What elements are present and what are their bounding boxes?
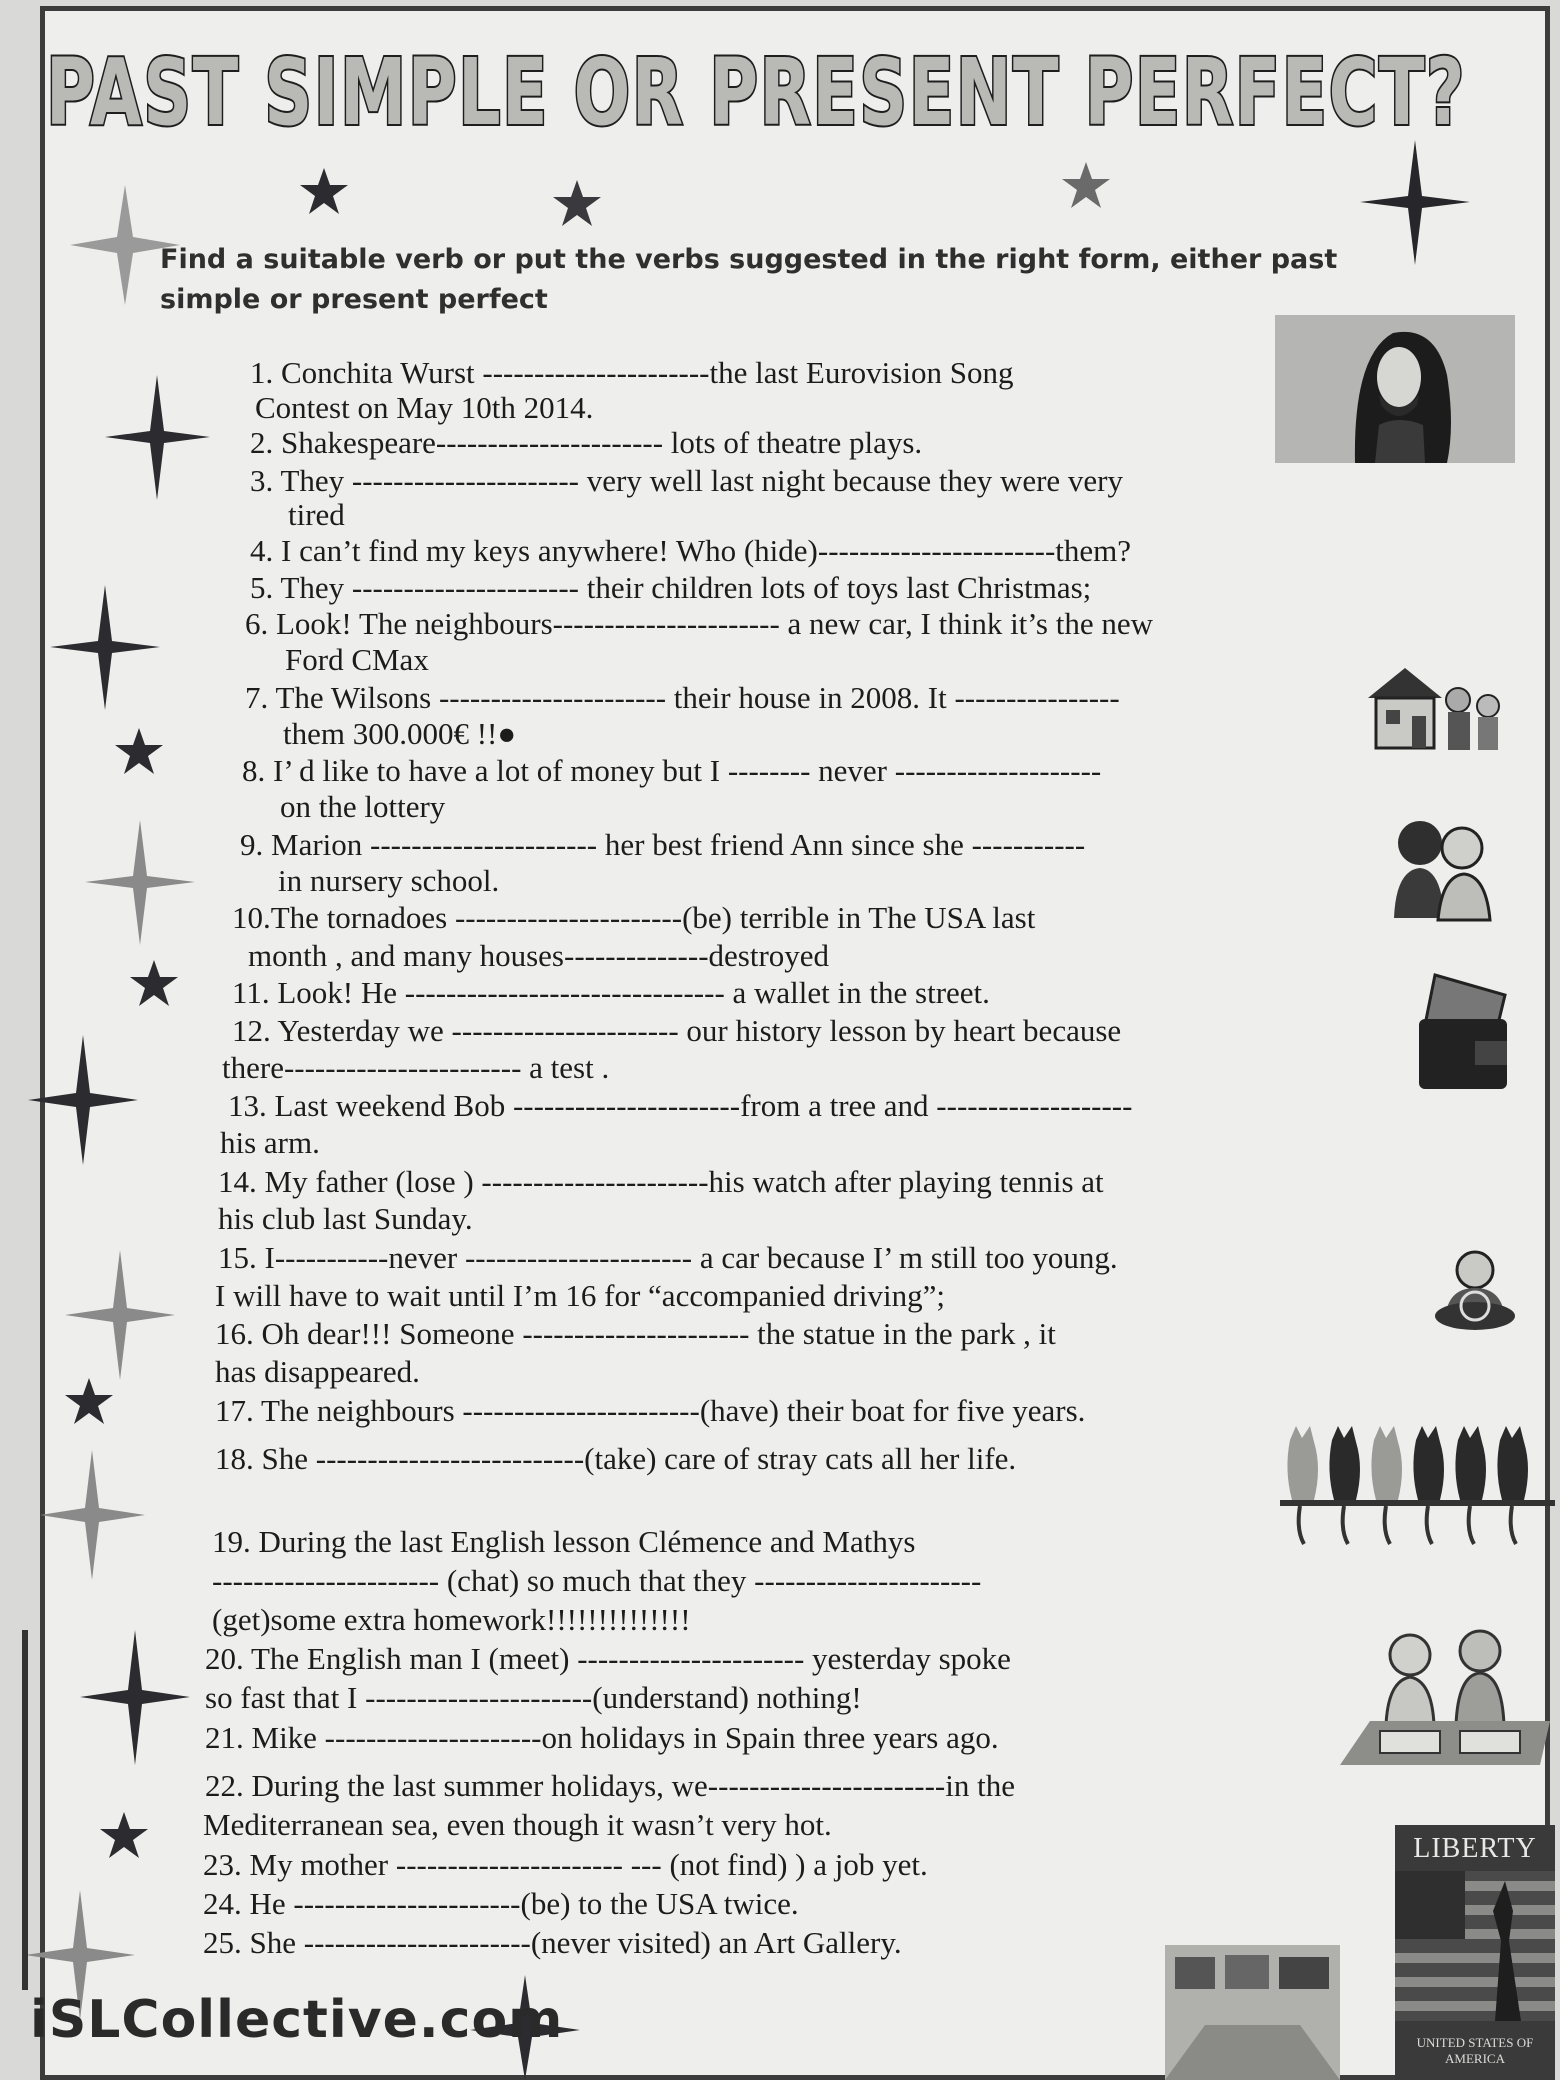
- exercise-line: Ford CMax: [285, 642, 429, 677]
- exercise-line: month , and many houses--------------destroyed: [248, 938, 830, 973]
- exercise-line: tired: [288, 497, 345, 532]
- exercise-line: 1. Conchita Wurst ----------------------the last Eurovision Song: [250, 355, 1014, 390]
- exercise-line: 13. Last weekend Bob ----------------------from a tree and -------------------: [228, 1088, 1133, 1123]
- sparkle-star-icon: [50, 585, 160, 710]
- exercise-line: 16. Oh dear!!! Someone ---------------------- the statue in the park , it: [215, 1316, 1056, 1351]
- exercise-line: 2. Shakespeare---------------------- lots of theatre plays.: [250, 425, 923, 460]
- exercise-line: 22. During the last summer holidays, we-----------------------in the: [205, 1768, 1015, 1803]
- liberty-poster: [1395, 1825, 1555, 2080]
- exercise-line: ---------------------- (chat) so much that they ----------------------: [212, 1563, 982, 1598]
- driver-icon: [1425, 1240, 1525, 1340]
- wallet-icon: [1415, 965, 1515, 1095]
- exercise-line: has disappeared.: [215, 1354, 420, 1389]
- exercise-line: his club last Sunday.: [218, 1201, 473, 1236]
- instructions: Find a suitable verb or put the verbs suggested in the right form, either past simple or present perfect: [160, 244, 1338, 315]
- exercise-line: 20. The English man I (meet) ---------------------- yesterday spoke: [205, 1641, 1011, 1676]
- exercise-line: 7. The Wilsons ---------------------- their house in 2008. It ----------------: [245, 680, 1120, 715]
- worksheet-title: [36, 12, 1476, 162]
- sparkle-star-icon: [80, 1630, 190, 1765]
- cats-on-fence-icon: [1280, 1420, 1555, 1550]
- exercise-line: 9. Marion ---------------------- her best friend Ann since she -----------: [240, 827, 1086, 862]
- title-text: PAST SIMPLE OR PRESENT PERFECT?: [46, 39, 1466, 146]
- star-icon: [300, 168, 348, 214]
- friends-icon: [1380, 808, 1500, 928]
- poster-caption: UNITED STATES OF AMERICA: [1416, 2035, 1534, 2066]
- poster-title: LIBERTY: [1413, 1833, 1537, 1864]
- exercise-line: so fast that I ----------------------(understand) nothing!: [205, 1680, 862, 1715]
- sparkle-star-icon: [28, 1035, 138, 1165]
- exercise-line: his arm.: [220, 1125, 320, 1160]
- exercise-line: 12. Yesterday we ---------------------- our history lesson by heart because: [232, 1013, 1122, 1048]
- singer-photo: [1275, 315, 1515, 463]
- exercise-line: 3. They ---------------------- very well last night because they were very: [250, 463, 1124, 498]
- sparkle-star-icon: [85, 820, 195, 945]
- star-icon: [130, 960, 178, 1006]
- exercise-line: 21. Mike ---------------------on holidays in Spain three years ago.: [205, 1720, 999, 1755]
- exercise-line: on the lottery: [280, 789, 446, 824]
- star-icon: [100, 1812, 148, 1858]
- exercise-line: 10.The tornadoes ----------------------(be) terrible in The USA last: [232, 900, 1036, 935]
- sparkle-star-icon: [1360, 140, 1470, 265]
- family-house-icon: [1360, 658, 1510, 758]
- exercise-line: 15. I-----------never ---------------------- a car because I’ m still too young.: [218, 1240, 1118, 1275]
- star-icon: [1062, 162, 1110, 208]
- exercise-line: (get)some extra homework!!!!!!!!!!!!!!: [212, 1602, 691, 1637]
- exercise-line: 17. The neighbours -----------------------(have) their boat for five years.: [215, 1393, 1086, 1428]
- sparkle-star-icon: [65, 1250, 175, 1380]
- star-icon: [553, 180, 601, 226]
- exercise-line: 19. During the last English lesson Clémence and Mathys: [212, 1524, 916, 1559]
- sparkle-star-icon: [40, 1450, 145, 1580]
- star-icon: [115, 728, 163, 774]
- exercise-line: in nursery school.: [278, 863, 500, 898]
- site-logo[interactable]: iSLCollective.com: [30, 1990, 564, 2050]
- exercise-line: 6. Look! The neighbours---------------------- a new car, I think it’s the new: [245, 606, 1153, 641]
- exercise-line: 14. My father (lose ) ----------------------his watch after playing tennis at: [218, 1164, 1104, 1199]
- exercise-line: 23. My mother ---------------------- --- (not find) ) a job yet.: [203, 1847, 928, 1882]
- students-icon: [1340, 1615, 1550, 1765]
- flag-and-statue-icon: [1395, 1871, 1555, 2021]
- exercise-line: 5. They ---------------------- their children lots of toys last Christmas;: [250, 570, 1092, 605]
- exercise-line: them 300.000€ !!●: [283, 716, 517, 751]
- exercise-line: I will have to wait until I’m 16 for “accompanied driving”;: [215, 1278, 945, 1313]
- sparkle-star-icon: [105, 375, 210, 500]
- exercise-line: 25. She ----------------------(never visited) an Art Gallery.: [203, 1925, 902, 1960]
- exercise-line: Mediterranean sea, even though it wasn’t very hot.: [203, 1807, 832, 1842]
- exercise-line: 11. Look! He ------------------------------- a wallet in the street.: [232, 975, 990, 1010]
- exercise-line: 18. She --------------------------(take) care of stray cats all her life.: [215, 1441, 1017, 1476]
- exercise-line: 8. I’ d like to have a lot of money but I -------- never --------------------: [242, 753, 1102, 788]
- margin-rule: [22, 1630, 28, 1990]
- exercise-line: 4. I can’t find my keys anywhere! Who (hide)-----------------------them?: [250, 533, 1132, 568]
- art-gallery-icon: [1165, 1945, 1340, 2080]
- exercise-line: there----------------------- a test .: [222, 1050, 610, 1085]
- exercise-line: 24. He ----------------------(be) to the USA twice.: [203, 1886, 799, 1921]
- exercise-line: Contest on May 10th 2014.: [255, 390, 594, 425]
- star-icon: [65, 1378, 113, 1424]
